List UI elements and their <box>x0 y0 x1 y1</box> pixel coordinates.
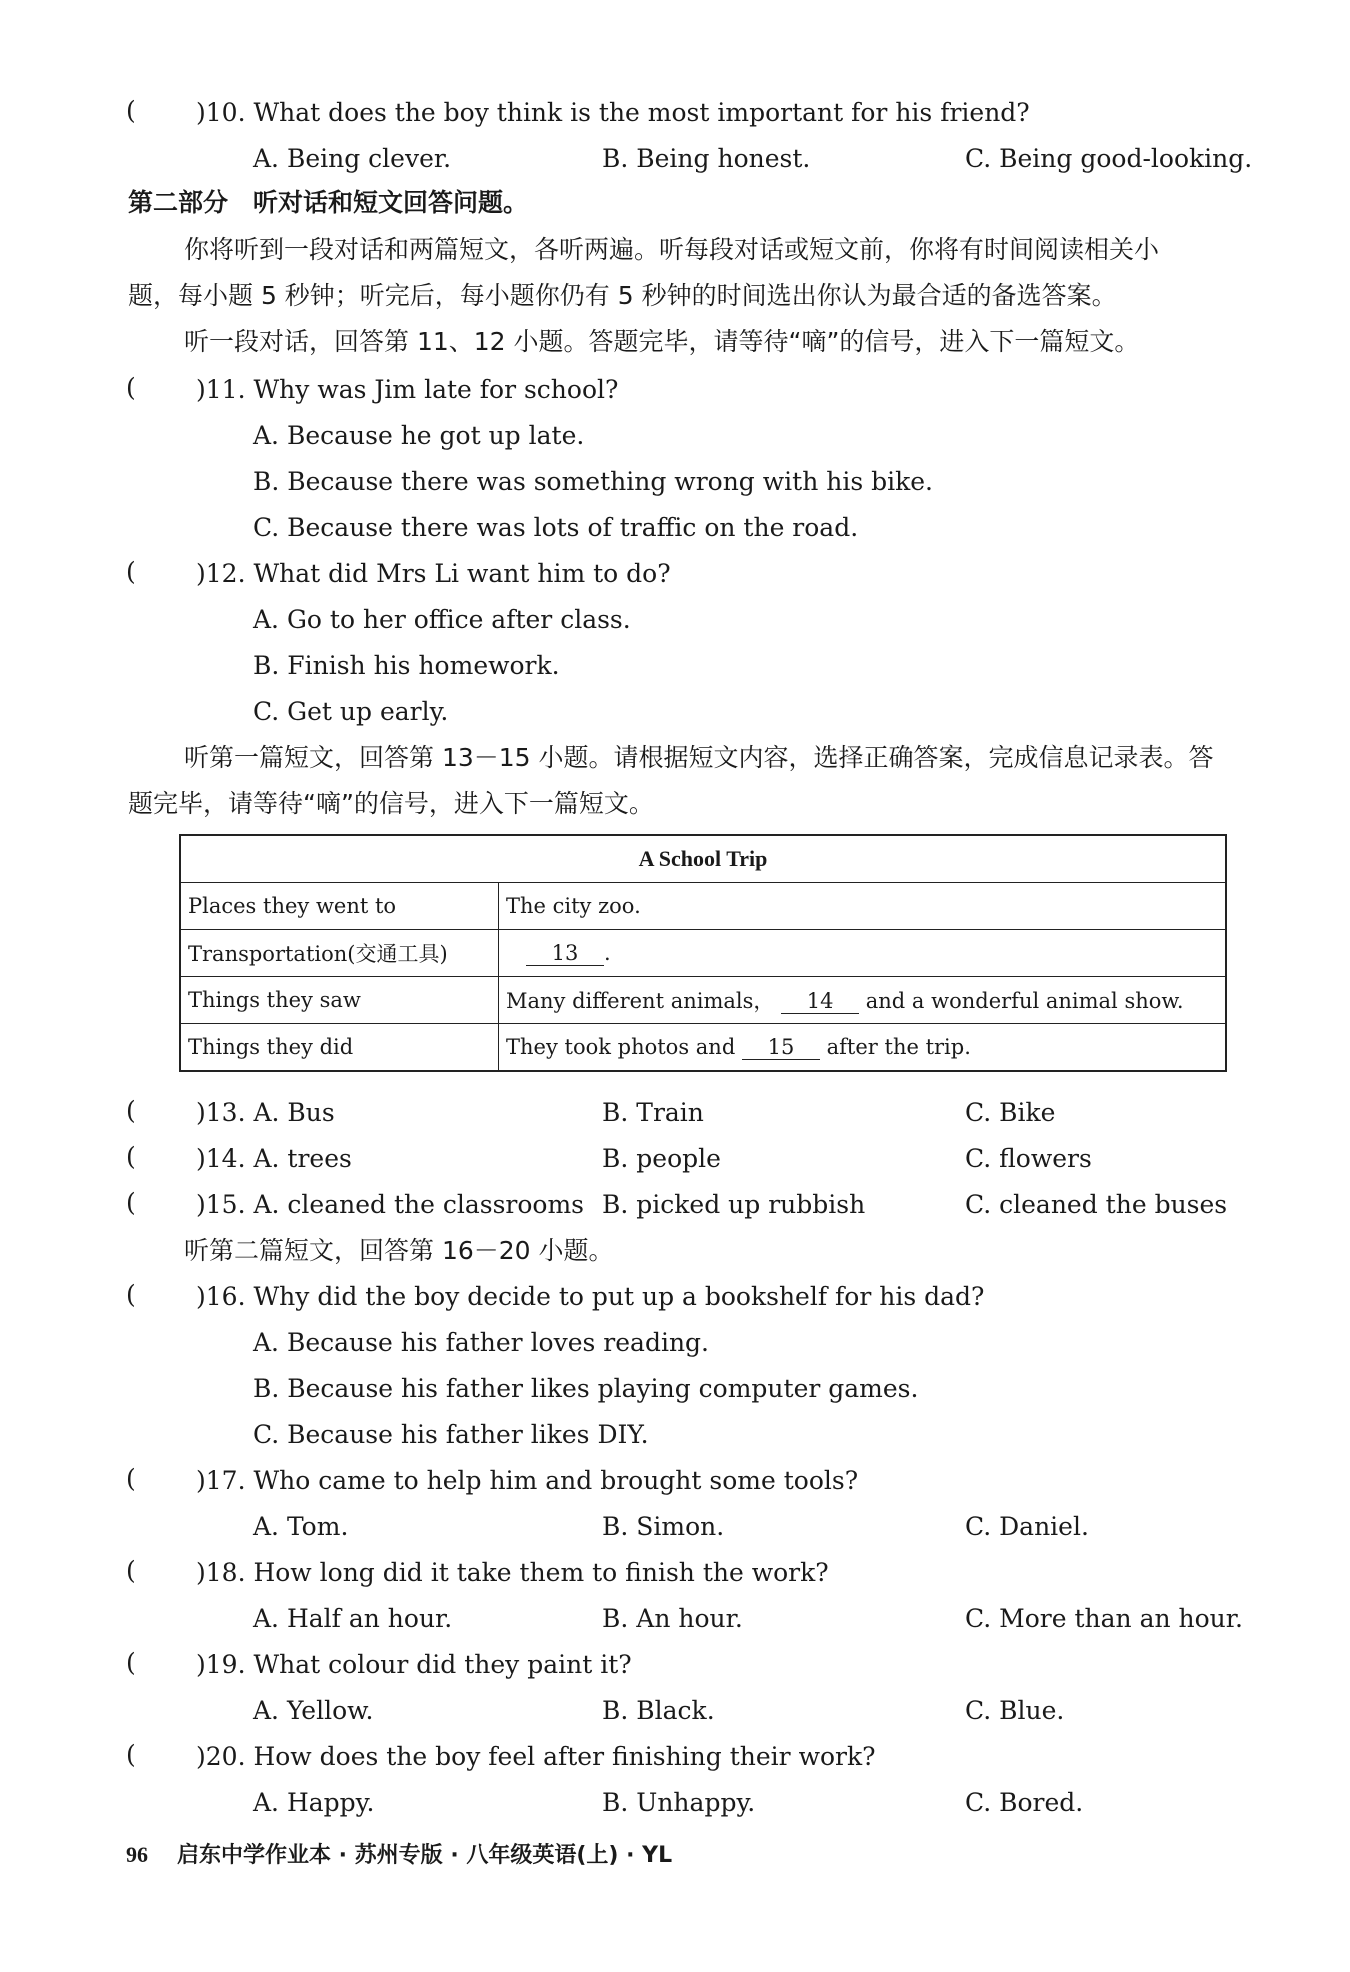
table-row <box>180 1024 1226 1072</box>
row-label: Things they did <box>180 1024 499 1072</box>
question-text: )13. A. Bus <box>196 1098 335 1127</box>
question-text: )15. A. cleaned the classrooms <box>196 1190 584 1219</box>
blank-14[interactable]: 14 <box>781 989 859 1014</box>
question-text: )19. What colour did they paint it? <box>196 1650 632 1679</box>
answer-paren[interactable]: ( <box>126 1142 136 1171</box>
question-text: )10. What does the boy think is the most important for his friend? <box>196 98 1030 127</box>
value-text: . <box>604 940 611 965</box>
blank-15[interactable]: 15 <box>742 1035 820 1060</box>
page-footer <box>126 1838 672 1869</box>
option-c: C. cleaned the buses <box>965 1190 1228 1219</box>
instruction-line: 听一段对话，回答第 11、12 小题。答题完毕，请等待“嘀”的信号，进入下一篇短文。 <box>184 327 1140 356</box>
answer-paren[interactable]: ( <box>126 1280 136 1309</box>
row-value <box>499 883 1227 930</box>
option-c: C. Get up early. <box>253 697 449 726</box>
question-text: )12. What did Mrs Li want him to do? <box>196 559 671 588</box>
option-a: A. Half an hour. <box>253 1604 453 1633</box>
option-b: B. Because there was something wrong with his bike. <box>253 467 934 496</box>
option-c: C. Being good-looking. <box>965 144 1253 173</box>
instruction-line: 听第二篇短文，回答第 16－20 小题。 <box>184 1236 614 1265</box>
option-b: B. picked up rubbish <box>602 1190 866 1219</box>
question-text: )11. Why was Jim late for school? <box>196 375 619 404</box>
answer-paren[interactable]: ( <box>126 557 136 586</box>
blank-13[interactable]: 13 <box>526 941 604 966</box>
value-text: The city zoo. <box>506 894 641 918</box>
instruction-line: 题，每小题 5 秒钟；听完后，每小题你仍有 5 秒钟的时间选出你认为最合适的备选答案。 <box>128 281 1117 310</box>
row-label: Places they went to <box>180 883 499 930</box>
row-label: Transportation(交通工具) <box>180 930 499 977</box>
value-text: and a wonderful animal show. <box>865 989 1184 1013</box>
option-c: C. flowers <box>965 1144 1092 1173</box>
section-heading: 第二部分 听对话和短文回答问题。 <box>128 188 529 217</box>
option-a: A. Go to her office after class. <box>253 605 631 634</box>
option-a: A. Being clever. <box>253 144 452 173</box>
school-trip-table <box>179 834 1227 1072</box>
answer-paren[interactable]: ( <box>126 1188 136 1217</box>
option-a: A. Tom. <box>253 1512 349 1541</box>
answer-paren[interactable]: ( <box>126 96 136 125</box>
option-a: A. Yellow. <box>253 1696 374 1725</box>
row-label: Things they saw <box>180 977 499 1024</box>
option-b: B. Being honest. <box>602 144 811 173</box>
option-b: B. Black. <box>602 1696 715 1725</box>
answer-paren[interactable]: ( <box>126 1096 136 1125</box>
table-row <box>180 883 1226 930</box>
footer-title: 启东中学作业本 · 苏州专版 · 八年级英语(上) · YL <box>177 1843 673 1868</box>
instruction-line: 你将听到一段对话和两篇短文，各听两遍。听每段对话或短文前，你将有时间阅读相关小 <box>184 235 1160 264</box>
answer-paren[interactable]: ( <box>126 1556 136 1585</box>
option-c: C. More than an hour. <box>965 1604 1243 1633</box>
page-number: 96 <box>126 1842 148 1867</box>
option-b: B. people <box>602 1144 721 1173</box>
option-b: B. Train <box>602 1098 704 1127</box>
row-value <box>499 1024 1227 1072</box>
question-text: )20. How does the boy feel after finishing their work? <box>196 1742 876 1771</box>
option-c: C. Bike <box>965 1098 1056 1127</box>
option-c: C. Daniel. <box>965 1512 1089 1541</box>
value-text: after the trip. <box>826 1034 971 1059</box>
table-title: A School Trip <box>180 835 1226 883</box>
question-text: )17. Who came to help him and brought some tools? <box>196 1466 859 1495</box>
value-text: Many different animals， <box>506 989 775 1013</box>
answer-paren[interactable]: ( <box>126 1740 136 1769</box>
option-b: B. Unhappy. <box>602 1788 756 1817</box>
answer-paren[interactable]: ( <box>126 1648 136 1677</box>
question-text: )18. How long did it take them to finish the work? <box>196 1558 829 1587</box>
instruction-line: 题完毕，请等待“嘀”的信号，进入下一篇短文。 <box>128 789 654 818</box>
option-b: B. An hour. <box>602 1604 743 1633</box>
answer-paren[interactable]: ( <box>126 1464 136 1493</box>
table-row <box>180 930 1226 977</box>
option-a: A. Because he got up late. <box>253 421 585 450</box>
option-c: C. Because there was lots of traffic on the road. <box>253 513 859 542</box>
option-c: C. Blue. <box>965 1696 1065 1725</box>
value-text: They took photos and <box>506 1034 736 1059</box>
answer-paren[interactable]: ( <box>126 373 136 402</box>
instruction-line: 听第一篇短文，回答第 13－15 小题。请根据短文内容，选择正确答案，完成信息记录表。答 <box>184 743 1214 772</box>
option-b: B. Because his father likes playing computer games. <box>253 1374 919 1403</box>
question-text: )16. Why did the boy decide to put up a bookshelf for his dad? <box>196 1282 985 1311</box>
option-a: A. Because his father loves reading. <box>253 1328 710 1357</box>
option-c: C. Because his father likes DIY. <box>253 1420 649 1449</box>
table-row <box>180 977 1226 1024</box>
question-text: )14. A. trees <box>196 1144 352 1173</box>
option-c: C. Bored. <box>965 1788 1084 1817</box>
option-b: B. Finish his homework. <box>253 651 560 680</box>
row-value <box>499 930 1227 977</box>
option-a: A. Happy. <box>253 1788 375 1817</box>
row-value <box>499 977 1227 1024</box>
option-b: B. Simon. <box>602 1512 725 1541</box>
